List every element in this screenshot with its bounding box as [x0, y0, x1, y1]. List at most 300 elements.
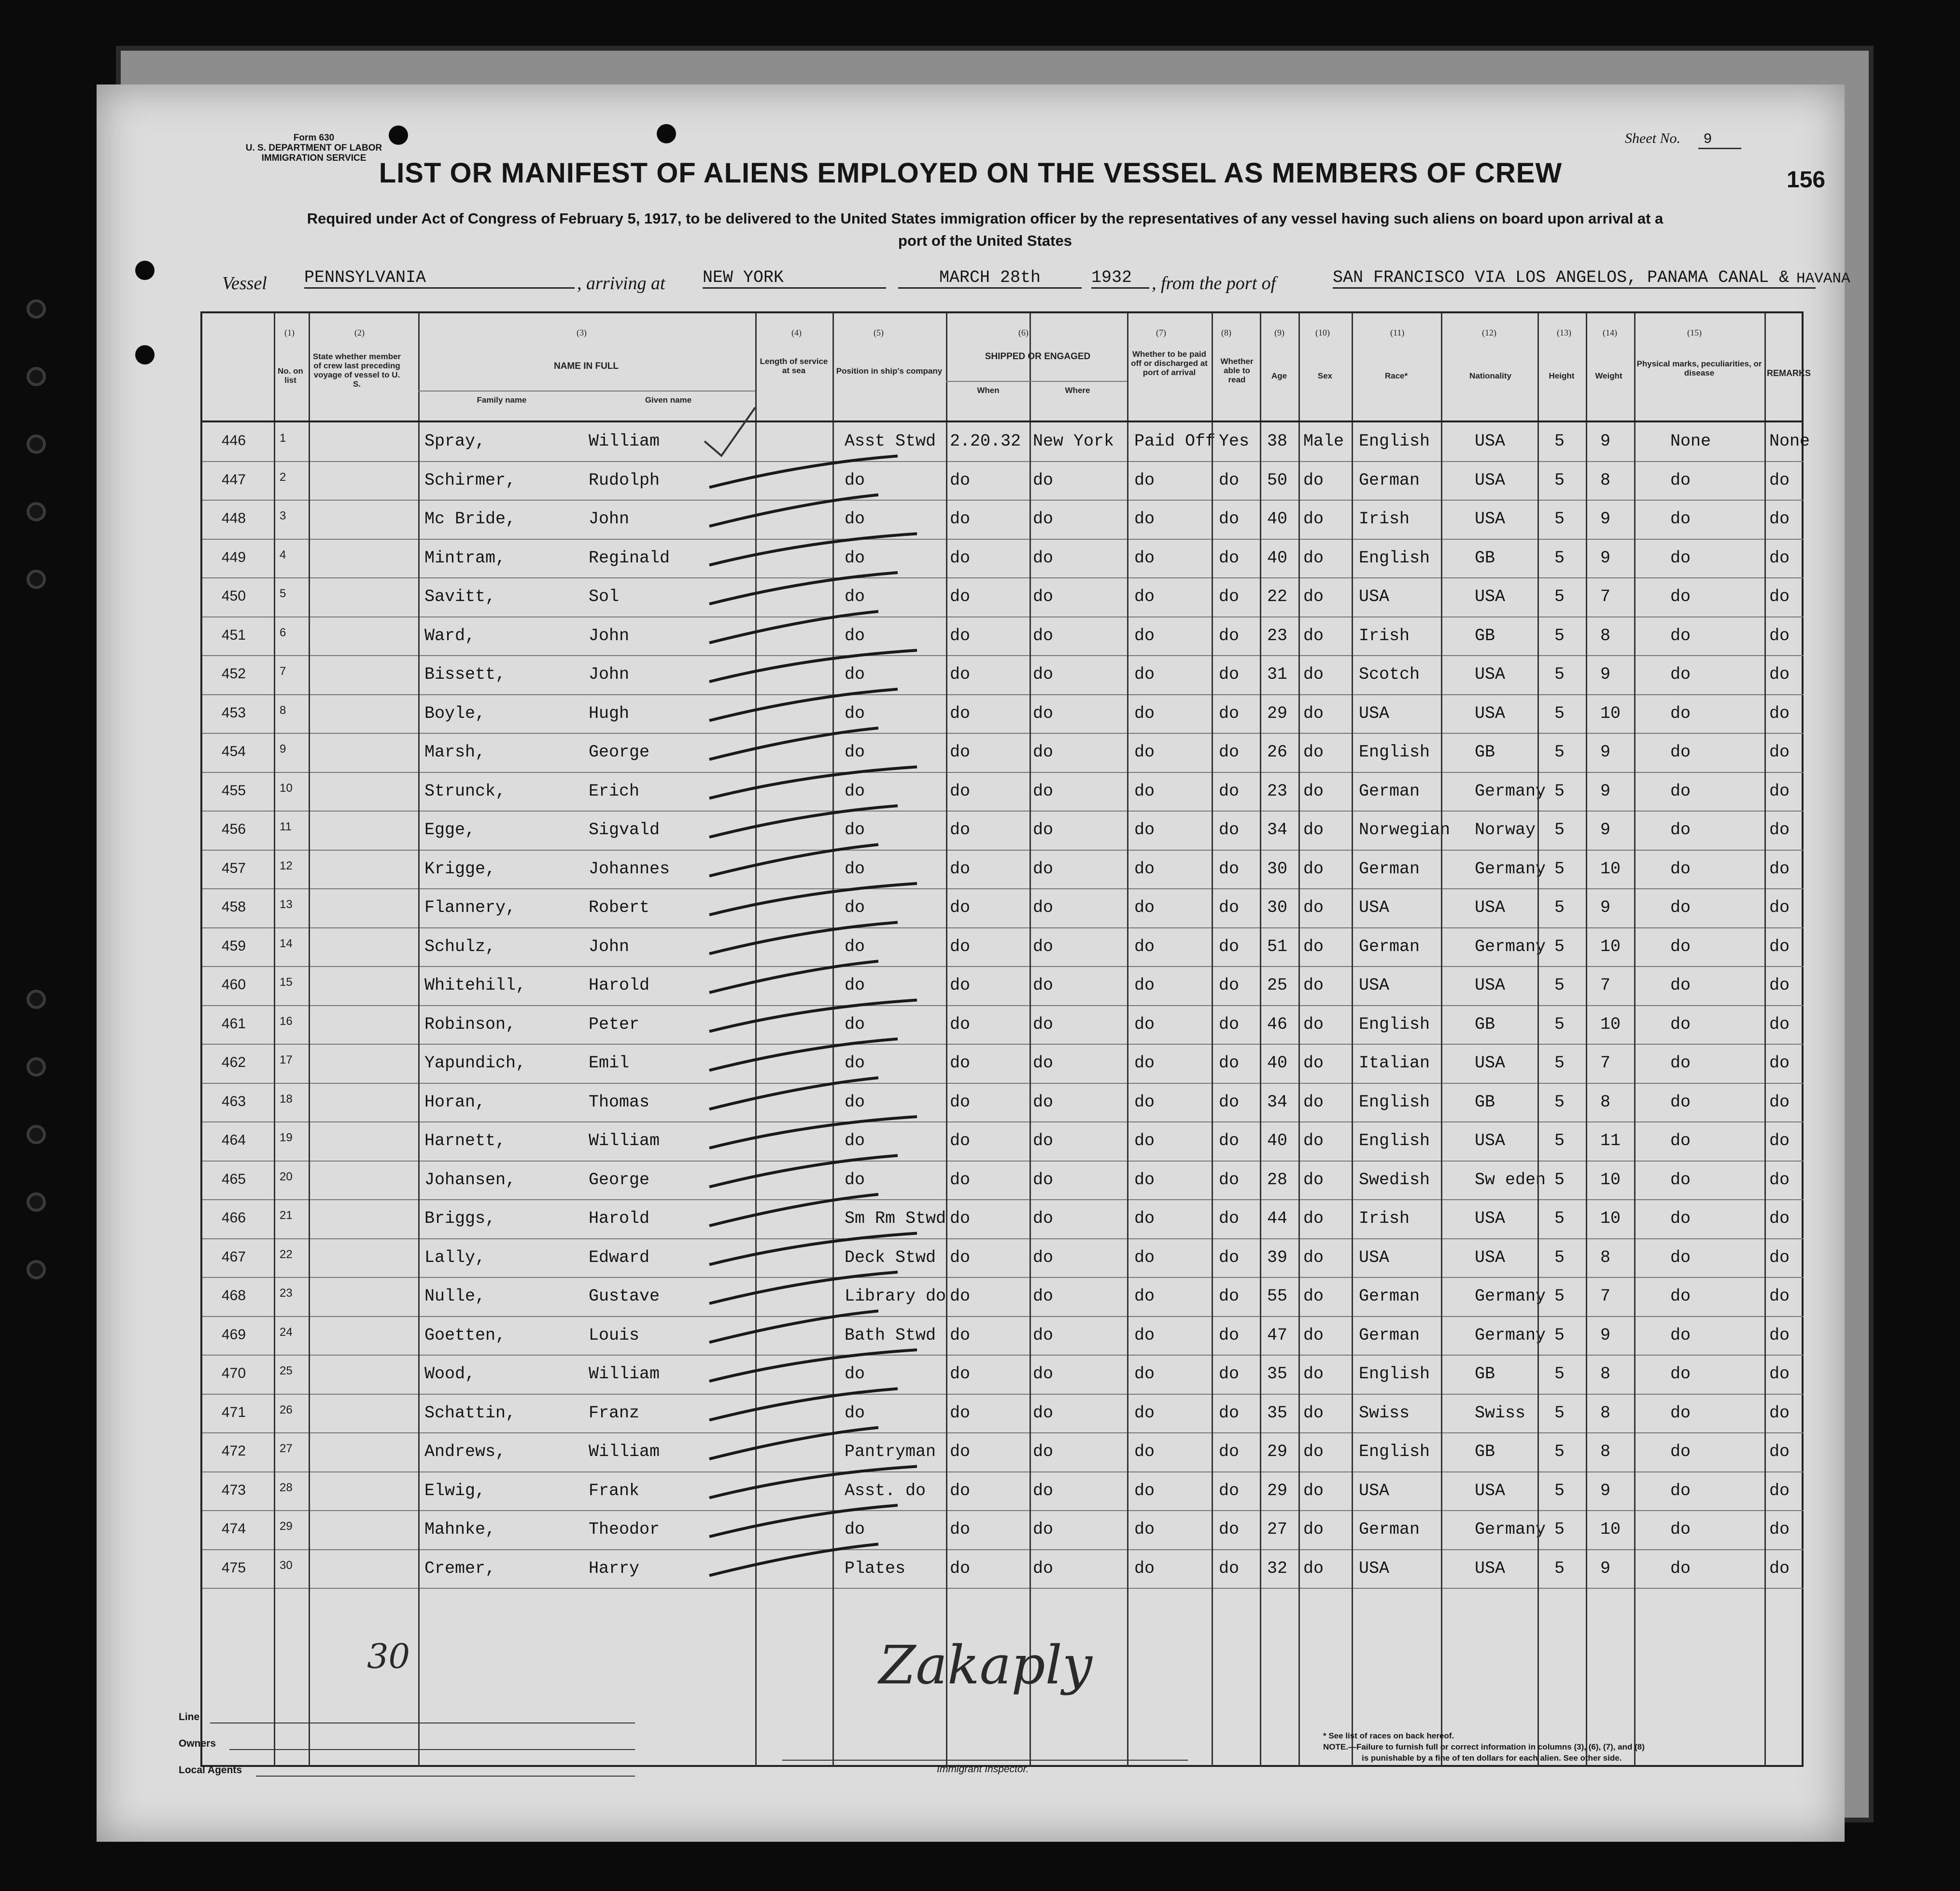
position: Pantryman — [845, 1442, 936, 1461]
shipped-where: do — [1033, 1364, 1054, 1384]
family-name: Goetten, — [424, 1325, 506, 1345]
nationality: Germany — [1475, 1520, 1546, 1539]
family-name: Lally, — [424, 1247, 486, 1267]
family-name: Strunck, — [424, 781, 506, 801]
paid-off: do — [1134, 1053, 1155, 1073]
family-name: Horan, — [424, 1092, 486, 1112]
arriving-label: , arriving at — [577, 273, 665, 294]
form-number: Form 630 — [293, 133, 335, 143]
nationality: GB — [1475, 1014, 1495, 1034]
remarks: None — [1769, 432, 1810, 451]
remarks: do — [1769, 1558, 1790, 1578]
check-mark — [709, 1350, 917, 1381]
check-mark — [709, 1194, 878, 1226]
header-length-of-service: Length of service at sea — [760, 357, 828, 375]
check-mark — [709, 767, 917, 798]
height: 5 — [1554, 432, 1565, 451]
shipped-where: do — [1033, 1403, 1054, 1423]
shipped-where: do — [1033, 587, 1054, 606]
height: 5 — [1554, 781, 1565, 801]
position: Sm Rm Stwd — [845, 1209, 946, 1228]
check-mark — [709, 1000, 917, 1032]
ref-number: 453 — [222, 704, 246, 721]
weight: 9 — [1600, 898, 1611, 917]
race: USA — [1359, 703, 1390, 723]
shipped-where: do — [1033, 1287, 1054, 1306]
arrival-year: 1932 — [1091, 268, 1149, 289]
act-line-1: Required under Act of Congress of February 5, 1917, to be delivered to the United States immigration officer by the representatives of any vessel having such aliens on board upon arrival at a — [307, 210, 1664, 227]
height: 5 — [1554, 1131, 1565, 1150]
check-mark — [709, 1078, 878, 1109]
ref-number: 451 — [222, 627, 246, 643]
col-no: 9 — [280, 742, 286, 756]
able-to-read: do — [1219, 859, 1240, 879]
position: do — [845, 470, 865, 490]
nationality: Norway — [1475, 820, 1536, 840]
sex: do — [1303, 1131, 1324, 1150]
ref-number: 471 — [222, 1404, 246, 1420]
height: 5 — [1554, 509, 1565, 529]
binder-hole — [27, 502, 46, 521]
weight: 8 — [1600, 1403, 1611, 1423]
check-mark — [709, 923, 898, 954]
shipped-when: do — [950, 548, 971, 568]
shipped-where: do — [1033, 548, 1054, 568]
shipped-when: do — [950, 1481, 971, 1500]
position: do — [845, 665, 865, 684]
physical-marks: do — [1670, 1287, 1691, 1306]
able-to-read: do — [1219, 587, 1240, 606]
age: 22 — [1267, 587, 1288, 606]
age: 40 — [1267, 1053, 1288, 1073]
position: do — [845, 1520, 865, 1539]
paid-off: do — [1134, 1247, 1155, 1267]
shipped-when: do — [950, 470, 971, 490]
ref-number: 459 — [222, 938, 246, 954]
weight: 9 — [1600, 1325, 1611, 1345]
ref-number: 458 — [222, 899, 246, 915]
col-no: 1 — [280, 432, 286, 445]
col-num-11: (11) — [1390, 328, 1405, 337]
sex: do — [1303, 1247, 1324, 1267]
given-name: John — [589, 665, 630, 684]
sex: do — [1303, 587, 1324, 606]
given-name: William — [589, 1364, 660, 1384]
nationality: USA — [1475, 509, 1506, 529]
sex: do — [1303, 1209, 1324, 1228]
ref-number: 461 — [222, 1015, 246, 1032]
nationality: USA — [1475, 1053, 1506, 1073]
physical-marks: do — [1670, 937, 1691, 956]
sex: do — [1303, 626, 1324, 645]
header-able-to-read: Whether able to read — [1220, 357, 1254, 384]
weight: 8 — [1600, 1442, 1611, 1461]
ref-number: 457 — [222, 860, 246, 876]
given-name: William — [589, 1131, 660, 1150]
nationality: USA — [1475, 432, 1506, 451]
paid-off: Paid Off — [1134, 432, 1216, 451]
position: do — [845, 1364, 865, 1384]
sex: do — [1303, 1558, 1324, 1578]
position: Plates — [845, 1558, 906, 1578]
sex: do — [1303, 1287, 1324, 1306]
shipped-where: do — [1033, 1053, 1054, 1073]
able-to-read: do — [1219, 1325, 1240, 1345]
position: do — [845, 976, 865, 995]
sheet-number-value: 9 — [1698, 131, 1741, 149]
col-no: 26 — [280, 1403, 293, 1416]
weight: 9 — [1600, 509, 1611, 529]
able-to-read: do — [1219, 1403, 1240, 1423]
position: do — [845, 859, 865, 879]
col-no: 21 — [280, 1209, 293, 1222]
height: 5 — [1554, 1287, 1565, 1306]
sex: do — [1303, 1364, 1324, 1384]
col-no: 22 — [280, 1247, 293, 1261]
remarks: do — [1769, 820, 1790, 840]
able-to-read: do — [1219, 781, 1240, 801]
race: Swedish — [1359, 1170, 1430, 1190]
binder-hole — [27, 990, 46, 1009]
physical-marks: do — [1670, 1247, 1691, 1267]
physical-marks: do — [1670, 509, 1691, 529]
able-to-read: do — [1219, 976, 1240, 995]
page-title: LIST OR MANIFEST OF ALIENS EMPLOYED ON THE VESSEL AS MEMBERS OF CREW — [379, 157, 1563, 189]
weight: 10 — [1600, 937, 1621, 956]
shipped-where: do — [1033, 509, 1054, 529]
check-mark — [709, 1233, 917, 1265]
height: 5 — [1554, 1170, 1565, 1190]
shipped-when: do — [950, 859, 971, 879]
remarks: do — [1769, 1131, 1790, 1150]
paid-off: do — [1134, 859, 1155, 879]
given-name: John — [589, 937, 630, 956]
physical-marks: do — [1670, 1403, 1691, 1423]
given-name: Gustave — [589, 1287, 660, 1306]
family-name: Yapundich, — [424, 1053, 526, 1073]
height: 5 — [1554, 665, 1565, 684]
shipped-when: do — [950, 626, 971, 645]
check-mark — [709, 806, 898, 837]
given-name: Sol — [589, 587, 620, 606]
paid-off: do — [1134, 1520, 1155, 1539]
able-to-read: do — [1219, 1558, 1240, 1578]
given-name: Emil — [589, 1053, 630, 1073]
act-line-2: port of the United States — [898, 232, 1072, 249]
sex: do — [1303, 1520, 1324, 1539]
height: 5 — [1554, 1209, 1565, 1228]
family-name: Cremer, — [424, 1558, 496, 1578]
age: 55 — [1267, 1287, 1288, 1306]
header-given-name: Given name — [645, 395, 692, 405]
position: do — [845, 937, 865, 956]
height: 5 — [1554, 1403, 1565, 1423]
remarks: do — [1769, 1092, 1790, 1112]
age: 23 — [1267, 781, 1288, 801]
physical-marks: do — [1670, 1364, 1691, 1384]
check-mark — [709, 1272, 898, 1303]
binder-hole — [27, 1260, 46, 1279]
age: 34 — [1267, 1092, 1288, 1112]
remarks: do — [1769, 937, 1790, 956]
sex: do — [1303, 898, 1324, 917]
family-name: Spray, — [424, 432, 486, 451]
given-name: Robert — [589, 898, 650, 917]
sex: do — [1303, 548, 1324, 568]
age: 40 — [1267, 509, 1288, 529]
weight: 10 — [1600, 859, 1621, 879]
from-port: SAN FRANCISCO VIA LOS ANGELOS, PANAMA CANAL & — [1333, 268, 1816, 289]
paid-off: do — [1134, 1558, 1155, 1578]
col-no: 12 — [280, 859, 293, 872]
nationality: USA — [1475, 703, 1506, 723]
age: 47 — [1267, 1325, 1288, 1345]
nationality: USA — [1475, 1131, 1506, 1150]
ref-number: 473 — [222, 1482, 246, 1498]
remarks: do — [1769, 548, 1790, 568]
paid-off: do — [1134, 470, 1155, 490]
check-mark — [709, 650, 917, 682]
shipped-when: do — [950, 703, 971, 723]
age: 35 — [1267, 1364, 1288, 1384]
shipped-when: 2.20.32 — [950, 432, 1021, 451]
given-name: Harry — [589, 1558, 640, 1578]
paid-off: do — [1134, 1287, 1155, 1306]
position: do — [845, 1014, 865, 1034]
nationality: USA — [1475, 1481, 1506, 1500]
ref-number: 460 — [222, 977, 246, 993]
ref-number: 475 — [222, 1559, 246, 1576]
race: Irish — [1359, 626, 1410, 645]
able-to-read: do — [1219, 937, 1240, 956]
binder-hole — [27, 1192, 46, 1212]
col-num-12: (12) — [1482, 328, 1496, 337]
age: 25 — [1267, 976, 1288, 995]
physical-marks: do — [1670, 1442, 1691, 1461]
height: 5 — [1554, 1325, 1565, 1345]
race: German — [1359, 1520, 1420, 1539]
physical-marks: do — [1670, 1053, 1691, 1073]
given-name: Edward — [589, 1247, 650, 1267]
col-no: 17 — [280, 1053, 293, 1066]
ref-number: 474 — [222, 1521, 246, 1537]
penalty-note: NOTE.—Failure to furnish full or correct information in columns (3), (6), (7), and (8) — [1323, 1742, 1645, 1751]
paid-off: do — [1134, 548, 1155, 568]
height: 5 — [1554, 976, 1565, 995]
given-name: Peter — [589, 1014, 640, 1034]
binder-hole — [27, 367, 46, 386]
age: 35 — [1267, 1403, 1288, 1423]
family-name: Harnett, — [424, 1131, 506, 1150]
shipped-where: do — [1033, 626, 1054, 645]
shipped-where: do — [1033, 1247, 1054, 1267]
crew-table — [200, 311, 1811, 1767]
ref-number: 463 — [222, 1093, 246, 1109]
position: do — [845, 703, 865, 723]
col-no: 20 — [280, 1170, 293, 1183]
ref-number: 448 — [222, 510, 246, 526]
remarks: do — [1769, 703, 1790, 723]
given-name: Rudolph — [589, 470, 660, 490]
col-no: 29 — [280, 1520, 293, 1533]
col-num-3: (3) — [577, 328, 587, 337]
punch-hole — [135, 261, 155, 280]
family-name: Andrews, — [424, 1442, 506, 1461]
shipped-when: do — [950, 781, 971, 801]
inspector-label: Immigrant Inspector. — [937, 1764, 1029, 1775]
shipped-when: do — [950, 1442, 971, 1461]
able-to-read: do — [1219, 626, 1240, 645]
able-to-read: do — [1219, 1520, 1240, 1539]
weight: 9 — [1600, 432, 1611, 451]
col-no: 6 — [280, 626, 286, 639]
shipped-when: do — [950, 1325, 971, 1345]
weight: 11 — [1600, 1131, 1621, 1150]
shipped-where: do — [1033, 1520, 1054, 1539]
position: do — [845, 1170, 865, 1190]
able-to-read: do — [1219, 548, 1240, 568]
binder-hole — [27, 1125, 46, 1144]
shipped-when: do — [950, 937, 971, 956]
nationality: USA — [1475, 470, 1506, 490]
shipped-where: do — [1033, 781, 1054, 801]
position: do — [845, 898, 865, 917]
punch-hole — [135, 345, 155, 364]
shipped-where: do — [1033, 1131, 1054, 1150]
shipped-when: do — [950, 976, 971, 995]
height: 5 — [1554, 742, 1565, 762]
position: Deck Stwd — [845, 1247, 936, 1267]
physical-marks: do — [1670, 665, 1691, 684]
remarks: do — [1769, 1247, 1790, 1267]
weight: 8 — [1600, 1092, 1611, 1112]
check-mark — [709, 961, 878, 993]
sex: do — [1303, 937, 1324, 956]
given-name: George — [589, 1170, 650, 1190]
header-when: When — [977, 386, 1000, 395]
check-mark — [709, 845, 878, 876]
shipped-where: do — [1033, 742, 1054, 762]
shipped-when: do — [950, 742, 971, 762]
family-name: Savitt, — [424, 587, 496, 606]
header-nationality: Nationality — [1469, 371, 1511, 380]
age: 26 — [1267, 742, 1288, 762]
race: German — [1359, 859, 1420, 879]
remarks: do — [1769, 781, 1790, 801]
physical-marks: do — [1670, 781, 1691, 801]
height: 5 — [1554, 1053, 1565, 1073]
nationality: USA — [1475, 665, 1506, 684]
remarks: do — [1769, 470, 1790, 490]
height: 5 — [1554, 898, 1565, 917]
position: do — [845, 820, 865, 840]
col-no: 4 — [280, 548, 286, 561]
check-mark — [709, 883, 917, 915]
col-num-1: (1) — [284, 328, 295, 337]
paid-off: do — [1134, 587, 1155, 606]
ref-number: 467 — [222, 1248, 246, 1265]
family-name: Krigge, — [424, 859, 496, 879]
vessel-label: Vessel — [222, 273, 267, 294]
remarks: do — [1769, 1170, 1790, 1190]
col-no: 30 — [280, 1558, 293, 1572]
check-mark — [705, 407, 755, 456]
weight: 9 — [1600, 548, 1611, 568]
weight: 9 — [1600, 665, 1611, 684]
check-mark — [709, 1505, 898, 1537]
given-name: Johannes — [589, 859, 670, 879]
sheet-number-label: Sheet No. — [1625, 130, 1680, 146]
check-mark — [709, 728, 878, 759]
paid-off: do — [1134, 626, 1155, 645]
given-name: George — [589, 742, 650, 762]
shipped-when: do — [950, 1287, 971, 1306]
race: USA — [1359, 1558, 1390, 1578]
race: German — [1359, 781, 1420, 801]
from-port-continued: HAVANA — [1796, 270, 1850, 287]
age: 30 — [1267, 898, 1288, 917]
position: do — [845, 1092, 865, 1112]
family-name: Boyle, — [424, 703, 486, 723]
position: do — [845, 1403, 865, 1423]
able-to-read: do — [1219, 1092, 1240, 1112]
race: Irish — [1359, 509, 1410, 529]
family-name: Elwig, — [424, 1481, 486, 1500]
col-no: 18 — [280, 1092, 293, 1106]
family-name: Johansen, — [424, 1170, 516, 1190]
sex: do — [1303, 1403, 1324, 1423]
remarks: do — [1769, 1209, 1790, 1228]
height: 5 — [1554, 1481, 1565, 1500]
nationality: Germany — [1475, 781, 1546, 801]
check-marks — [202, 313, 1811, 1766]
able-to-read: do — [1219, 1364, 1240, 1384]
race: Italian — [1359, 1053, 1430, 1073]
paid-off: do — [1134, 1014, 1155, 1034]
physical-marks: do — [1670, 626, 1691, 645]
sex: do — [1303, 976, 1324, 995]
shipped-when: do — [950, 1558, 971, 1578]
weight: 9 — [1600, 1481, 1611, 1500]
weight: 10 — [1600, 1170, 1621, 1190]
position: do — [845, 626, 865, 645]
physical-marks: do — [1670, 1325, 1691, 1345]
weight: 10 — [1600, 1209, 1621, 1228]
given-name: Louis — [589, 1325, 640, 1345]
able-to-read: do — [1219, 1053, 1240, 1073]
remarks: do — [1769, 626, 1790, 645]
given-name: Theodor — [589, 1520, 660, 1539]
shipped-where: do — [1033, 1558, 1054, 1578]
shipped-when: do — [950, 820, 971, 840]
height: 5 — [1554, 470, 1565, 490]
binder-hole — [27, 299, 46, 319]
nationality: GB — [1475, 1364, 1495, 1384]
col-num-9: (9) — [1274, 328, 1284, 337]
ref-number: 450 — [222, 588, 246, 604]
remarks: do — [1769, 1287, 1790, 1306]
paid-off: do — [1134, 1364, 1155, 1384]
remarks: do — [1769, 1014, 1790, 1034]
physical-marks: do — [1670, 976, 1691, 995]
sex: do — [1303, 1092, 1324, 1112]
age: 34 — [1267, 820, 1288, 840]
check-mark — [709, 689, 898, 721]
penalty-note-cont: is punishable by a fine of ten dollars for each alien. See other side. — [1362, 1753, 1622, 1763]
shipped-when: do — [950, 587, 971, 606]
shipped-when: do — [950, 1247, 971, 1267]
physical-marks: do — [1670, 1092, 1691, 1112]
